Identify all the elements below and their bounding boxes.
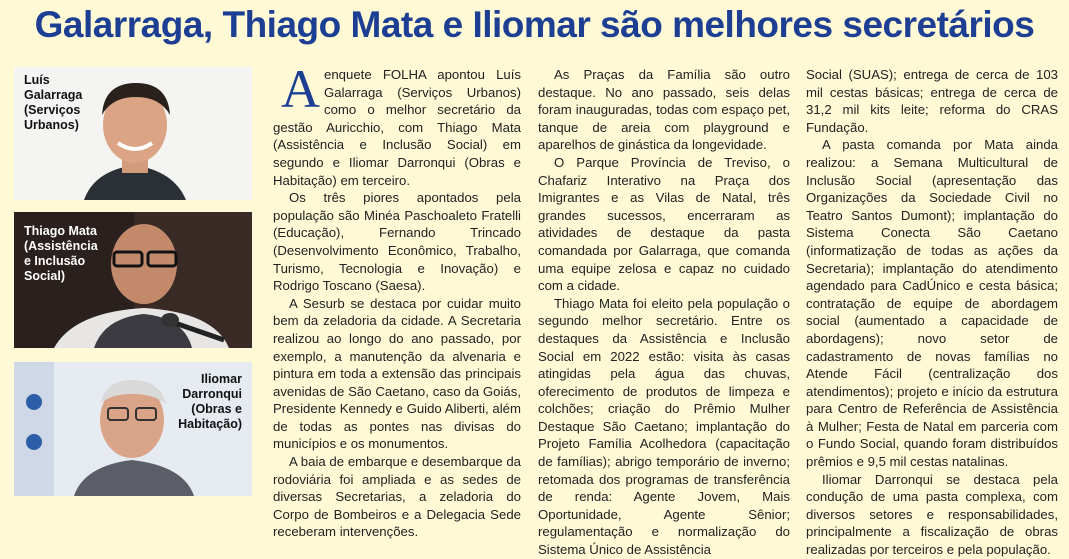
paragraph: O Parque Província de Treviso, o Chafariz Interativo na Praça dos Imigrantes e as Vilas de Natal, três grandes sucessos, encerraram as atividades de destaque da pasta comandada por Galarraga, que comanda uma equipe zelosa e capaz no cuidado com a cidade. [538,154,790,294]
paragraph: Os três piores apontados pela população são Minéa Paschoaleto Fratelli (Educação), Fernando Trincado (Desenvolvimento Econômico, Trabalho, Turismo, Tecnologia e Inovação) e Rodrigo Toscano (Saesa). [273,190,521,294]
caption-line: Social) [24,269,65,283]
paragraph: A Sesurb se destaca por cuidar muito bem da zeladoria da cidade. A Secretaria realizou ao longo do ano passado, por exemplo, a manutenção da alvenaria e pintura em toda a extensão das principais avenidas de São Caetano, caso da Goiás, Presidente Kennedy e Guido Aliberti, além de todas as pontes nas divisas do municípios e os monumentos. [273,295,521,452]
dropcap: A [281,59,320,119]
caption-thiago-mata [24,224,98,284]
caption-line: Thiago Mata [24,224,97,238]
article-column-1 [273,59,521,541]
caption-line: (Assistência [24,239,98,253]
caption-line: Luís [24,73,50,87]
paragraph: Thiago Mata foi eleito pela população o segundo melhor secretário. Entre os destaques da Assistência e Inclusão Social em 2022 estão: visita às casas atingidas pela água das chuvas, oferecimento de produtos de limpeza e colchões; criação do Prêmio Mulher Destaque São Caetano; implantação do Projeto Família Acolhedora (capacitação de famílias); abrigo temporário de inverno; retomada dos programas de transferência de renda: Agente Jovem, Mais Oportunidade, Agente Sênior; regulamentação e normalização do Sistema Único de Assistência [538,295,790,558]
paragraph: A pasta comanda por Mata ainda realizou: a Semana Multicultural de Inclusão Social (apresentação das Organizações da Sociedade Civil no Teatro Santos Dumont); implantação do Sistema Conecta São Caetano (informatização de todas as ações da Secretaria); implantação do atendimento agendado para CadÚnico e cesta básica; contratação de equipe de abordagem social (aumentado a capacidade de abordagens); novo setor de cadastramento de novas famílias no Atende Fácil (centralização dos atendimentos); projeto e início da estrutura para Centro de Referência de Assistência à Mulher; Festa de Natal em parceria com o Fundo Social, quando foram distribuídos prêmios e 9,5 mil cestas natalinas. [806,137,1058,470]
caption-line: Galarraga [24,88,83,102]
photo-thiago-mata [14,212,252,348]
photo-iliomar [14,362,252,496]
caption-line: Iliomar [201,372,242,386]
paragraph-text: enquete FOLHA apontou Luís Galarraga (Serviços Urbanos) como o melhor secretário da gestão Auricchio, com Thiago Mata (Assistência e Inclusão Social) em segundo e Iliomar Darronqui (Obras e Habitação) em terceiro. [273,67,521,188]
caption-iliomar [178,372,242,432]
caption-line: Darronqui [182,387,242,401]
paragraph [273,59,521,189]
caption-line: Urbanos) [24,118,79,132]
caption-galarraga [24,73,82,133]
photo-galarraga [14,67,252,200]
paragraph: As Praças da Família são outro destaque. No ano passado, seis delas foram inauguradas, todas com espaço pet, tanque de areia com playground e aparelhos de ginástica da longevidade. [538,67,790,153]
paragraph: A baia de embarque e desembarque da rodoviária foi ampliada e as sedes de diversas Secretarias, a zeladoria do Corpo de Bombeiros e a Delegacia Sede receberam intervenções. [273,454,521,540]
paragraph: Social (SUAS); entrega de cerca de 103 mil cestas básicas; entrega de cerca de 31,2 mil kits leite; reforma do CRAS Fundação. [806,67,1058,135]
caption-line: (Serviços [24,103,81,117]
paragraph: Iliomar Darronqui se destaca pela condução de uma pasta complexa, com diversos setores e responsabilidades, principalmente a fiscalização de obras realizadas por terceiros e pela população. [806,471,1058,558]
article-column-3 [806,66,1058,559]
caption-line: (Obras e [191,402,242,416]
headline: Galarraga, Thiago Mata e Iliomar são melhores secretários [34,4,1035,45]
caption-line: Habitação) [178,417,242,431]
caption-line: e Inclusão [24,254,86,268]
article-column-2 [538,66,790,559]
